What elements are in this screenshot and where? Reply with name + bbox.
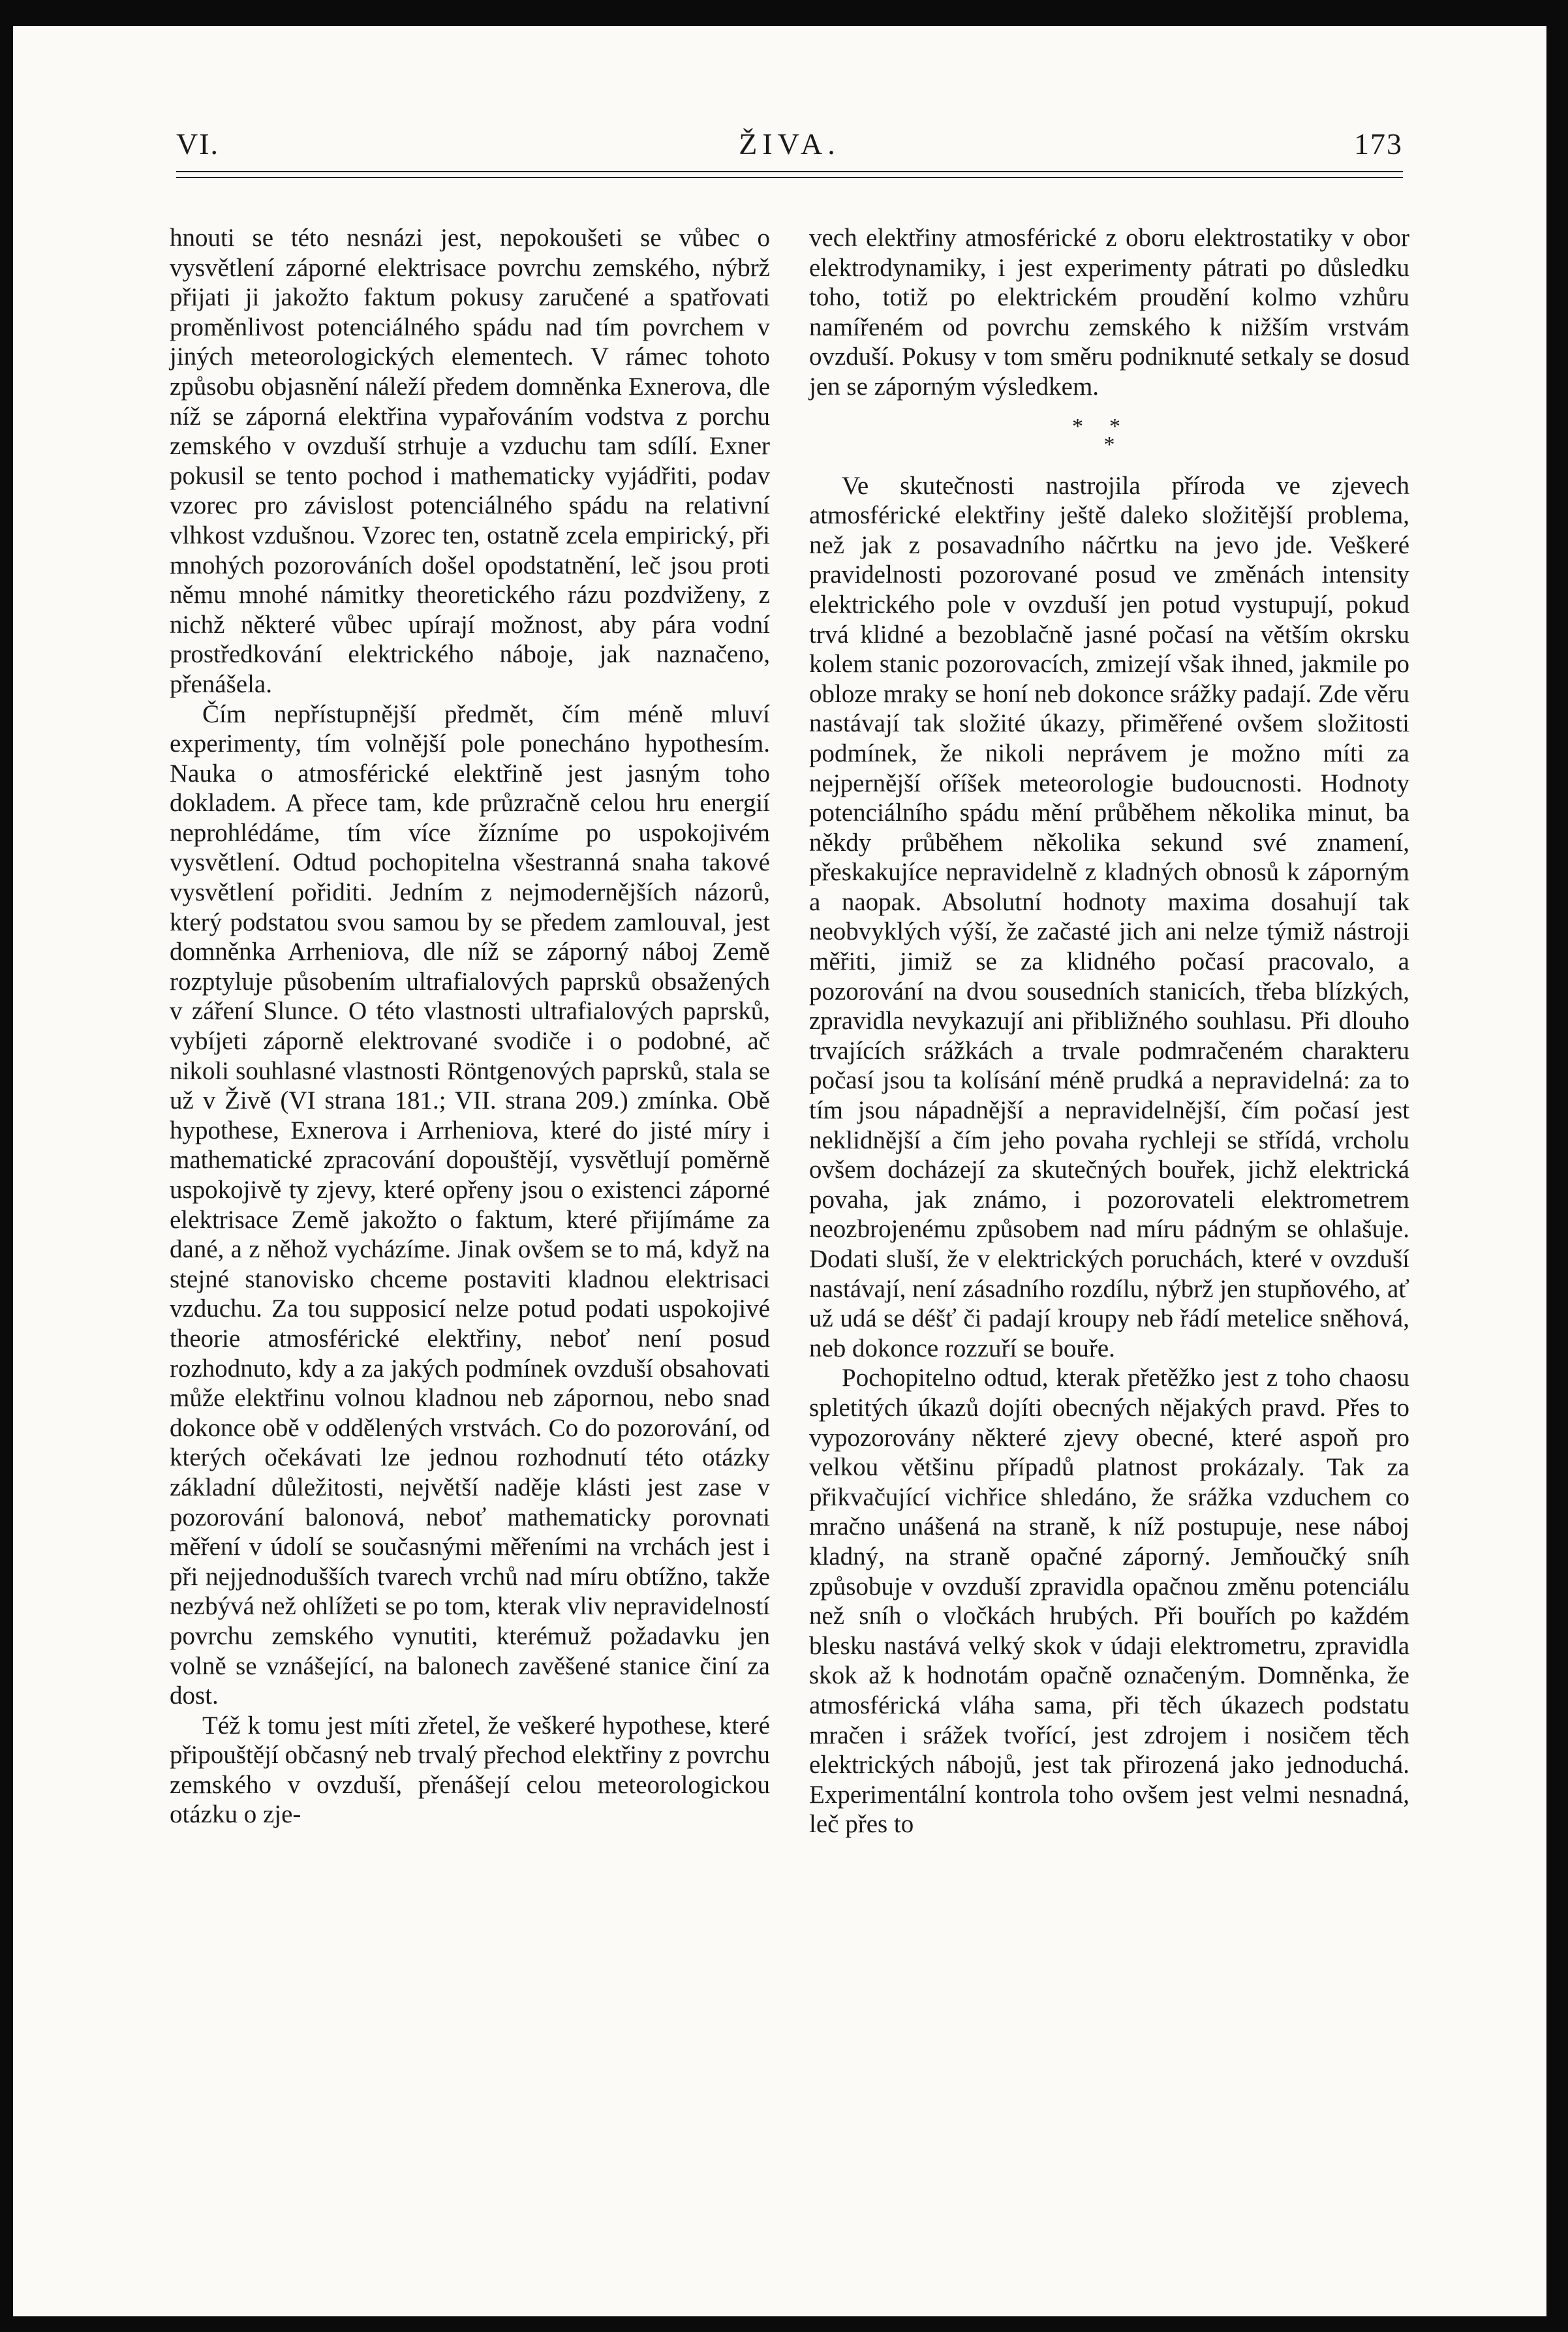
left-column xyxy=(170,223,770,1830)
paragraph: Pochopitelno odtud, kterak přetěžko jest z toho chaosu spletitých úkazů dojíti obecných nějakých pravd. Přes to vypozorovány některé zjevy obecné, které aspoň pro velkou většinu případů platnost prokázaly. Tak za přikvačující vichřice shledáno, že srážka vzduchem co mračno unášená na straně, k níž postupuje, nese náboj kladný, na straně opačné záporný. Jemňoučký sníh způsobuje v ovzduší zpravidla opačnou změnu potenciálu než sníh o vločkách hrubých. Při bouřích po každém blesku nastává velký skok v údaji elektrometru, zpravidla skok až k hodnotám opačně označeným. Domněnka, že atmosférická vláha sama, při těch úkazech podstatu mračen i srážek tvořící, jest zdrojem i nosičem těch elektrických nábojů, jest tak přirozená jako jednoduchá. Experimentální kontrola toho ovšem jest velmi nesnadná, leč přes to xyxy=(809,1364,1409,1839)
paragraph: vech elektřiny atmosférické z oboru elektrostatiky v obor elektrodynamiky, i jest experimenty pátrati po důsledku toho, totiž po elektrickém proudění kolmo vzhůru namířeném od povrchu zemského k nižším vrstvám ovzduší. Pokusy v tom směru podniknuté setkaly se dosud jen se záporným výsledkem. xyxy=(809,224,1409,401)
paragraph: hnouti se této nesnázi jest, nepokoušeti se vůbec o vysvětlení záporné elektrisace povrchu zemského, nýbrž přijati ji jakožto faktum pokusy zaručené a spatřovati proměnlivost potenciálného spádu nad tím povrchem v jiných meteorologických elementech. V rámec tohoto způsobu objasnění náleží předem domněnka Exnerova, dle níž se záporná elektřina vypařováním vodstva z porchu zemského v ovzduší strhuje a vzduchu tam sdílí. Exner pokusil se tento pochod i mathematicky vyjádřiti, podav vzorec pro závislost potenciálného spádu na relativní vlhkost vzdušnou. Vzorec ten, ostatně zcela empirický, při mnohých pozorováních došel opodstatnění, leč jsou proti němu mnohé námitky theoretického rázu pozdviženy, z nichž některé vůbec upírají možnost, aby pára vodní prostředkování elektrického náboje, jak naznačeno, přenášela. xyxy=(170,224,770,698)
right-column xyxy=(809,223,1409,1839)
header-rule xyxy=(176,171,1403,178)
paragraph: Ve skutečnosti nastrojila příroda ve zjevech atmosférické elektřiny ještě daleko složitější problema, než jak z posavadního náčrtku na jevo jde. Veškeré pravidelnosti pozorované posud ve změnách intensity elektrického pole v ovzduší jen potud vystupují, pokud trvá klidné a bezoblačně jasné počasí na větším okrsku kolem stanic pozorovacích, zmizejí však ihned, jakmile po obloze mraky se honí neb dokonce srážky padají. Zde věru nastávají tak složité úkazy, přiměřené ovšem složitosti podmínek, že nikoli neprávem je možno míti za nejpernější oříšek meteorologie budoucnosti. Hodnoty potenciálního spádu mění průběhem několika minut, ba někdy průběhem několika sekund své znamení, přeskakujíce nepravidelně z kladných obnosů k záporným a naopak. Absolutní hodnoty maxima dosahují tak neobvyklých výší, že začasté jich ani nelze týmiž nástroji měřiti, jimiž se za klidného počasí pracovalo, a pozorování na dvou sousedních stanicích, třeba blízkých, zpravidla nevykazují ani přibližného souhlasu. Při dlouho trvajících srážkách a trvale podmračeném charakteru počasí jsou ta kolísání méně prudká a nepravidelná: za to tím jsou nápadnější a nepravidelnější, čím počasí jest neklidnější a čím jeho povaha rychleji se střídá, vrcholu ovšem docházejí za skutečných bouřek, jichž elektrická povaha, jak známo, i pozorovateli elektrometrem neozbrojenému způsobem nad míru pádným se ohlašuje. Dodati sluší, že v elektrických poruchách, které v ovzduší nastávají, není zásadního rozdílu, nýbrž jen stupňového, ať už udá se déšť či padají kroupy neb řádí metelice sněhová, neb dokonce rozzuří se bouře. xyxy=(809,471,1409,1362)
paragraph: Též k tomu jest míti zřetel, že veškeré hypothese, které připouštějí občasný neb trvalý přechod elektřiny z povrchu zemského v ovzduší, přenášejí celou meteorologickou otázku o zje- xyxy=(170,1711,770,1829)
asterisk: * xyxy=(1109,414,1146,438)
journal-title: ŽIVA. xyxy=(739,127,840,161)
scan-border xyxy=(13,17,1546,26)
scanned-page xyxy=(13,17,1546,2316)
page-number: 173 xyxy=(1354,127,1403,161)
volume-number: VI. xyxy=(176,127,220,161)
asterisk: * xyxy=(1103,432,1115,457)
running-header xyxy=(176,127,1403,166)
asterisk: * xyxy=(1072,414,1109,438)
section-separator xyxy=(809,414,1409,457)
paragraph: Čím nepřístupnější předmět, čím méně mluví experimenty, tím volnější pole ponecháno hypothesím. Nauka o atmosférické elektřině jest jasným toho dokladem. A přece tam, kde průzračně celou hru energií neprohlédáme, tím více žízníme po uspokojivém vysvětlení. Odtud pochopitelna všestranná snaha takové vysvětlení pořiditi. Jedním z nejmodernějších názorů, který podstatou svou samou by se předem zamlouval, jest domněnka Arrheniova, dle níž se záporný náboj Země rozptyluje působením ultrafialových paprsků obsažených v záření Slunce. O této vlastnosti ultrafialových paprsků, vybíjeti záporně elektrované svodiče i o podobné, ač nikoli souhlasné vlastnosti Röntgenových paprsků, stala se už v Živě (VI strana 181.; VII. strana 209.) zmínka. Obě hypothese, Exnerova i Arrheniova, které do jisté míry i mathematické zpracování dopouštějí, vysvětlují poměrně uspokojivě ty zjevy, které opřeny jsou o existenci záporné elektrisace Země jakožto o faktum, které přijímáme za dané, a z něhož vycházíme. Jinak ovšem se to má, když na stejné stanovisko chceme postaviti kladnou elektrisaci vzduchu. Za tou supposicí nelze potud podati uspokojivé theorie atmosférické elektřiny, neboť není posud rozhodnuto, kdy a za jakých podmínek ovzduší obsahovati může elektřinu volnou kladnou neb zápornou, nebo snad dokonce obě v oddělených vrstvách. Co do pozorování, od kterých očekávati lze jednou rozhodnutí této otázky základní důležitosti, největší naděje klásti jest zase v pozorování balonová, neboť mathematicky porovnati měření v údolí se současnými měřeními na vrchách jest i při nejjednodušších tvarech vrchů nad míru obtížno, takže nezbývá než ohlížeti se po tom, kterak vliv nepravidelností povrchu zemského vynutiti, kterémuž požadavku jen volně se vznášející, na balonech zavěšené stanice činí za dost. xyxy=(170,699,770,1710)
